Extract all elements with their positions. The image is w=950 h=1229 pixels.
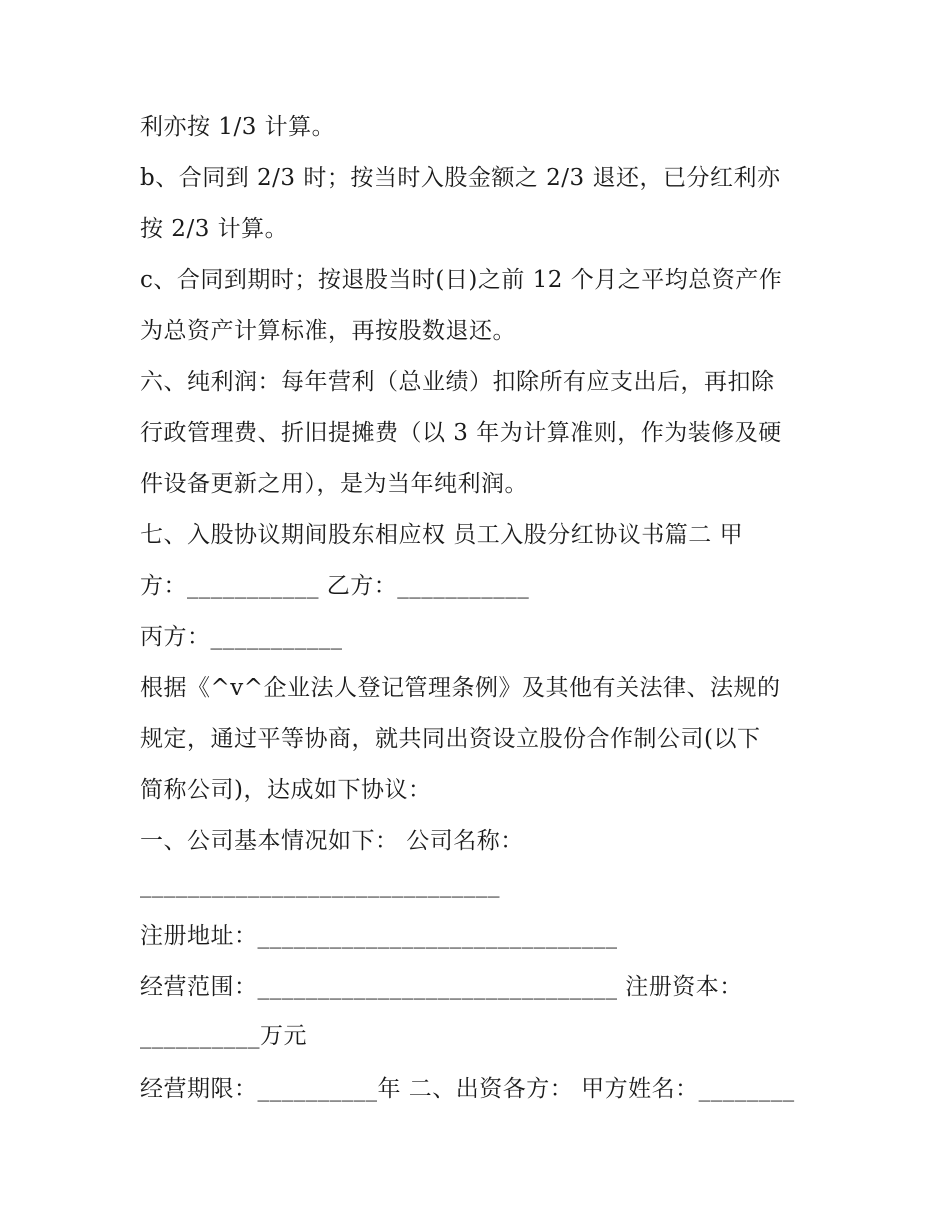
text-line: ______________________________ [140, 872, 500, 898]
text-line: __________万元 [140, 1023, 307, 1049]
text-line: c、合同到期时；按退股当时(日)之前 12 个月之平均总资产作 [140, 267, 783, 293]
text-line: 根据《^v^企业法人登记管理条例》及其他有关法律、法规的 [140, 675, 781, 701]
text-line: 件设备更新之用），是为当年纯利润。 [140, 471, 528, 497]
text-line: 一、公司基本情况如下： 公司名称： [140, 828, 524, 854]
text-line: 经营期限：__________年 二、出资各方： 甲方姓名：________ [140, 1076, 795, 1102]
text-line: 经营范围：______________________________ 注册资本： [140, 974, 743, 1000]
text-line: 六、纯利润：每年营利（总业绩）扣除所有应支出后，再扣除 [140, 369, 775, 395]
text-line: 利亦按 1/3 计算。 [140, 114, 336, 140]
text-line: 注册地址：______________________________ [140, 923, 618, 949]
text-line: 七、入股协议期间股东相应权 员工入股分红协议书篇二 甲 [140, 522, 744, 548]
text-line: 简称公司)，达成如下协议： [140, 777, 432, 803]
text-line: 按 2/3 计算。 [140, 216, 289, 242]
text-line: b、合同到 2/3 时；按当时入股金额之 2/3 退还，已分红利亦 [140, 165, 781, 191]
text-line: 规定，通过平等协商，就共同出资设立股份合作制公司(以下 [140, 726, 761, 752]
text-line: 行政管理费、折旧提摊费（以 3 年为计算准则，作为装修及硬 [140, 420, 782, 446]
text-line: 丙方：___________ [140, 624, 343, 650]
text-line: 为总资产计算标准，再按股数退还。 [140, 318, 516, 344]
text-line: 方：___________ 乙方：___________ [140, 573, 530, 599]
